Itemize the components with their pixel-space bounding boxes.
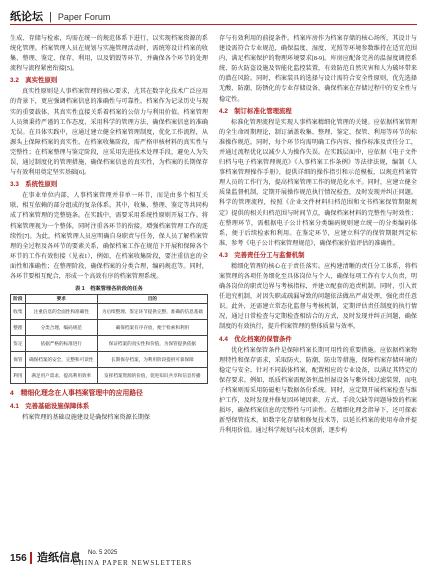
table-header-row <box>11 295 208 304</box>
table-header: 目的 <box>97 295 207 304</box>
table-cell: 利用 <box>11 368 26 384</box>
running-header <box>10 7 417 23</box>
paragraph: 真实性原则是人事档案管理的核心要求，尤其在数字化技术广泛应用的背景下，更应强调档案信息的准确性与可靠性。档案作为记录历史与现实的重要载体，其真实性直接关系着档案的公信力与利用价值。档案管理人员须秉持严谨的工作态度，采用科学的管理方法，确保档案信息的准确无误。在具体实践中，应通过建立健全档案管理制度，优化工作流程，从源头上保障档案的真实性。在档案收集阶段，需严格审核材料的真实性与完整性；在档案整理与鉴定阶段，应采用先进技术处理手段，避免人为失误，通过制度化的管理措施，确保档案信息的真实性，为档案的长期保存与有效利用奠定坚实基础[6]。 <box>10 89 208 177</box>
right-column <box>219 34 417 436</box>
header-rule <box>10 24 417 25</box>
table-cell: 收集 <box>11 304 26 320</box>
journal-english-title: CHINA PAPER NEWSLETTERS <box>73 559 193 567</box>
section-title-cn: 纸论坛 <box>10 11 43 23</box>
heading-4-2: 4.2 制订标准化管理流程 <box>219 107 292 115</box>
journal-logo: 造纸信息 <box>37 552 81 564</box>
page-footer <box>10 549 417 573</box>
stage-task-table <box>10 294 208 384</box>
table-cell: 为后续整理、鉴定环节提供完整、准确的信息基础 <box>97 304 207 320</box>
table-caption: 表 1 档案管理各阶段的任务 <box>75 286 143 293</box>
table-cell: 确保档案的安全，完整和可读性 <box>25 352 97 368</box>
table-row <box>11 368 208 384</box>
table-cell: 保证档案的真实性和价值，为保管提供依据 <box>97 336 207 352</box>
table-cell: 发挥档案资源的价值，促进知识共享和信息传播 <box>97 368 207 384</box>
table-cell: 整理 <box>11 320 26 336</box>
table-cell: 保管 <box>11 352 26 368</box>
table-row <box>11 336 208 352</box>
paragraph: 存与有效利用的前提条件。档案库房作为档案存储的核心场所，其设计与建设需符合专业规范，确保温度、湿度、光照等环境参数维持在适宜范围内，满足档案保护的物理环境要求[8-9]。库房应配备完善的温湿度调控系统、防火防盗设施及智能化监控装置，有效防范自然灾害和人为破坏带来的潜在风险。同时，档案装具的选择与设计需符合安全性原则，优先选择无酸、防潮、防锈化的专业存储设备，确保档案在存储过程中的安全性与稳定性。 <box>219 36 417 103</box>
heading-3-2: 3.2 真实性原则 <box>10 77 58 85</box>
table-header: 阶段 <box>11 295 26 304</box>
table-row <box>11 320 208 336</box>
page-number: 156 <box>10 553 27 564</box>
paragraph: 生成、存储与检索，均需在统一的规范体系下进行，以实现档案资源的系统化管理。档案管理人员在规划与实施管理活动时，需统筹设计档案的收集、整理、鉴定、保存、利用，以及销毁等环节，并确保各个环节的处理流程与流程紧密衔接[5]。 <box>10 36 208 73</box>
footer-divider <box>30 552 32 564</box>
heading-4: 4 精细化理念在人事档案管理中的应用路径 <box>10 390 143 398</box>
table-cell: 分类合理，编码规范 <box>25 320 97 336</box>
table-header: 要求 <box>25 295 97 304</box>
heading-4-3: 4.3 完善责任分工与监督机制 <box>219 251 305 259</box>
table-cell: 鉴定 <box>11 336 26 352</box>
paragraph: 在事业单位内部，人事档案管理并非单一环节，而是由多个相互关联、相互依赖的部分组成的复杂体系。其中，收集、整理、鉴定等共同构成了档案管理的完整链条。在实践中，需要采用系统性原则开展工作。将档案管理视为一个整体，同时注重各环节的衔接，增强档案管理工作的连续性[7]。为此，档案管理人员应明确自身职责与任务，保人员了解档案管理的全过程及各环节的要素关系，确保档案工作在规范下开展和保障各个环节的工作有效衔接（见表1），例如，在档案收集阶段，要注重信息的全面性和准确性；在整理阶段，确保档案的分类合理，编码规范等。同时，各环节要相互配合，形成一个高效有序的档案管理系统。 <box>10 193 208 280</box>
paragraph: 精细化管理的核心在于责任落实。应构建清晰的责任分工体系，将档案管理的各项任务细化至具体岗位与个人，确保每项工作有专人负责，明确各岗位的职责边界与考核指标，并建立配套的追责机制。同时，引入责任追究机制，对因失职或疏漏导致的问题依法做出严肃处理，强化责任意识。此外，还需建立常态化监督与考核机制，定期评估责任制度的执行情况，通过日常检查与定期检查相结合的方式，及时发现并纠正问题，确保制度的有效执行，提升档案管理的整体质量与效率。 <box>219 263 417 331</box>
table-cell: 确保档案有序存放，便于检索和利用 <box>97 320 207 336</box>
paragraph: 标准化管理流程是实现人事档案精细化管理的关键。应依据档案管理的全生命周期理论，制订涵盖收集、整理、鉴定、保管、利用等环节的标准操作规范。同时，每个环节均需明确工作内容、操作标准及责任分工，并通过流程优化以减少人为操作失误。在实践层面中，应依据《电子文件归档与电子档案管理规范》《人事档案工作条例》等法律法规，编制《人事档案管理操作手册》，提供详细的操作指引和示范模板，以规范档案管理人员的工作行为，提高档案管理工作的规范化水平。同时，应建立健全质量监督机制，定期开展操作规范执行情况检查，及时发现并纠正问题。科学的管理流程，按照《企业文件材料归档范围和文书档案保管期限规定》提供的相关归档范围与时间节点，确保档案材料的完整性与时效性；在整理环节，需根据电子公计档案分类编码规则建立统一的分类编码体系，便于后续检索和利用。在鉴定环节，应建立科学的保管期限判定标准，参考《电子公计档案管理规范》，确保档案价值评估的准确性。 <box>219 119 417 247</box>
section-title-en: Paper Forum <box>57 12 111 22</box>
table-cell: 依据严格的标准进行 <box>25 336 97 352</box>
heading-3-3: 3.3 系统性原则 <box>10 181 58 189</box>
paragraph: 优化档案保管条件是保障档案长期可用性的重要措施。应依据档案物理特性和保存需求，采取防火、防潮、防虫等措施，保障档案存储环境的稳定与安全。针对不同载体档案，配置相应的专业设备，以满足其特定的保存要求。例如，纸质档案需配备恒温恒湿设备与紫外线过滤装置，而电子档案则需采用防磁柜与数据备份系统。同时，应定期开展档案检查与维护工作，及时发现并修复因环境因素、方式、手段欠缺等问题导致的档案损坏，确保档案信息的完整性与可读性。在精细化理念指导下，还可探索新型保管技术，如数字化存储和修复技术等，以延长档案的使用寿命并提升利用价值。通过科学规划与技术创新，逐步构 <box>219 347 417 435</box>
table-row <box>11 352 208 368</box>
header-separator: | <box>49 11 52 23</box>
table-cell: 满足用户需求，提高利用效率 <box>25 368 97 384</box>
left-column <box>10 34 208 423</box>
table-row <box>11 304 208 320</box>
issue-number: No. 5 2025 <box>88 550 118 556</box>
heading-4-4: 4.4 优化档案的保管条件 <box>219 335 292 343</box>
table-cell: 注重信息的全面性和准确性 <box>25 304 97 320</box>
table-cell: 长期保存档案，为利用阶段提供可靠保障 <box>97 352 207 368</box>
paragraph: 档案管理的基础设施建设是确保档案资源长期保 <box>22 415 150 422</box>
heading-4-1: 4.1 完善基础设施保障体系 <box>10 403 90 411</box>
